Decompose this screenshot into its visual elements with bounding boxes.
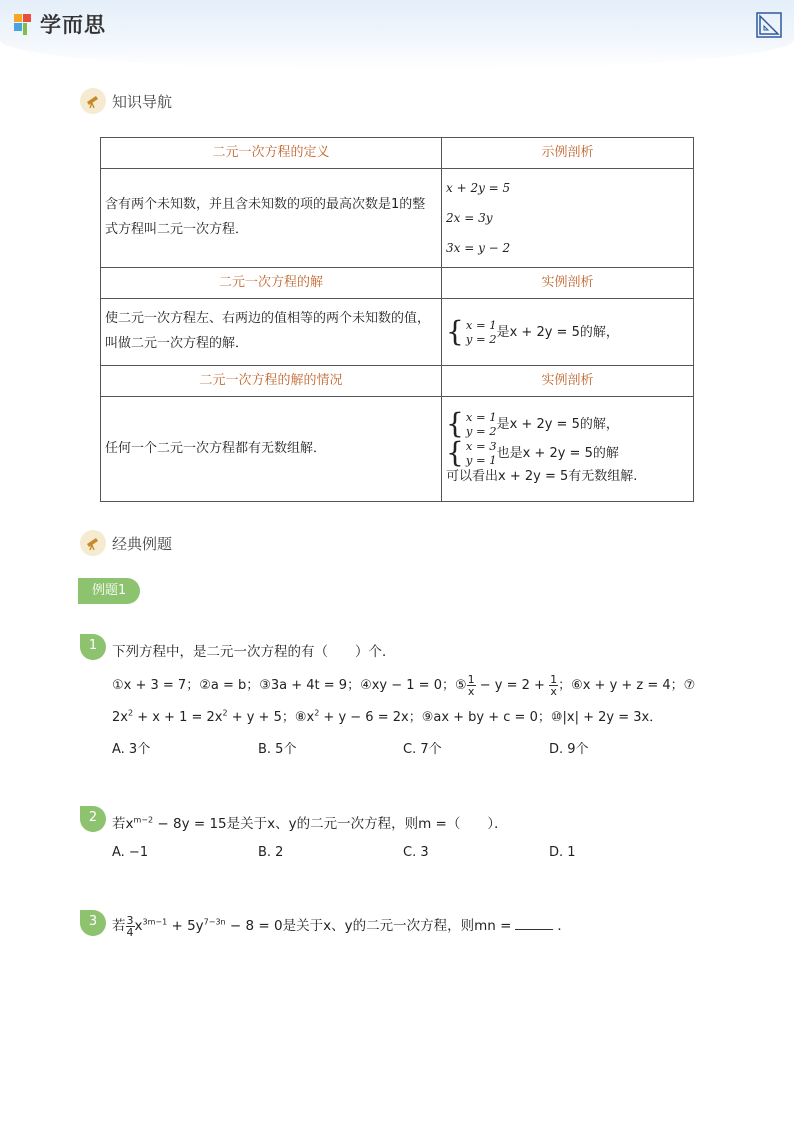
fraction-denominator: x	[467, 685, 475, 698]
section-title: 知识导航	[112, 92, 173, 111]
section-knowledge	[80, 88, 172, 114]
telescope-icon	[80, 88, 106, 114]
equation-system: { x = 3 y = 1	[446, 435, 497, 469]
equation-list: ①x + 3 = 7；②a = b；③3a + 4t = 9；④xy − 1 = 0；⑤	[112, 678, 467, 693]
knowledge-table	[100, 137, 694, 502]
stem-text: − 8y = 15是关于x、y的二元一次方程，则m =（ ）．	[153, 816, 508, 832]
conclusion-text: 可以看出x + 2y = 5有无数组解.	[446, 469, 638, 485]
system-note: 也是x + 2y = 5的解	[496, 445, 619, 461]
option-a[interactable]: A. −1	[112, 845, 149, 860]
table-cell: 含有两个未知数，并且含未知数的项的最高次数是1的整式方程叫二元一次方程．	[101, 169, 442, 268]
question-stem: 下列方程中，是二元一次方程的有（ ）个．	[112, 644, 396, 660]
equation-system: { x = 1 y = 2	[446, 315, 497, 348]
exponent: 2	[127, 708, 134, 718]
section-title: 经典例题	[112, 534, 173, 553]
stem-text: + 5y	[167, 918, 204, 934]
fraction-numerator: 1	[467, 673, 475, 686]
stem-text: x	[134, 918, 143, 934]
question-line	[112, 674, 695, 697]
exponent: 2	[314, 708, 320, 718]
section-examples	[80, 530, 172, 556]
equation-list: − y = 2 +	[475, 678, 550, 693]
table-header: 二元一次方程的解的情况	[101, 366, 442, 397]
exponent: 7−3n	[203, 917, 226, 927]
equation-system: { x = 1 y = 2	[446, 407, 497, 441]
fraction-numerator: 1	[550, 673, 558, 686]
question-stem	[112, 812, 508, 832]
table-header: 实例剖析	[442, 268, 694, 299]
example-equation: 3x = y − 2	[446, 241, 511, 255]
logo-mark-icon	[14, 12, 36, 36]
equation-list: ；⑥x + y + z = 4；⑦	[558, 678, 696, 693]
exponent: m−2	[133, 815, 154, 825]
table-cell: 使二元一次方程左、右两边的值相等的两个未知数的值，叫做二元一次方程的解．	[101, 299, 442, 366]
example-equation: 2x = 3y	[446, 211, 493, 225]
question-stem	[112, 914, 571, 938]
fraction-denominator: 4	[126, 925, 134, 939]
option-d[interactable]: D. 1	[549, 845, 576, 860]
system-note: 是x + 2y = 5的解，	[496, 416, 619, 432]
question-number: 3	[80, 910, 106, 936]
system-line: y = 1	[465, 452, 497, 467]
ruler-triangle-icon	[756, 12, 782, 38]
exponent: 2	[222, 708, 228, 718]
system-line: y = 2	[465, 424, 497, 439]
brand-name: 学而思	[40, 13, 106, 37]
table-cell	[442, 169, 694, 268]
header-band	[0, 0, 794, 70]
table-cell	[442, 397, 694, 502]
stem-text: 若	[112, 918, 126, 934]
telescope-icon	[80, 530, 106, 556]
brand-logo	[14, 9, 106, 39]
answer-blank[interactable]	[515, 929, 553, 930]
option-d[interactable]: D. 9个	[549, 742, 589, 757]
table-cell: 任何一个二元一次方程都有无数组解．	[101, 397, 442, 502]
option-b[interactable]: B. 2	[258, 845, 284, 860]
table-header: 二元一次方程的解	[101, 268, 442, 299]
equation-list: 2x	[112, 710, 128, 725]
table-header: 二元一次方程的定义	[101, 138, 442, 169]
option-c[interactable]: C. 7个	[403, 742, 442, 757]
system-line: x = 1	[465, 409, 497, 424]
example-equation: x + 2y = 5	[446, 181, 511, 195]
fraction-denominator: x	[550, 685, 557, 698]
question-line	[112, 706, 662, 725]
system-note: 是x + 2y = 5的解，	[496, 324, 619, 340]
stem-text: ．	[557, 918, 571, 934]
stem-text: − 8 = 0是关于x、y的二元一次方程，则mn =	[225, 918, 512, 934]
table-cell	[442, 299, 694, 366]
equation-list: + y + 5；⑧x	[227, 710, 315, 725]
equation-list: + y − 6 = 2x；⑨ax + by + c = 0；⑩|x| + 2y = 3x．	[319, 710, 663, 725]
exponent: 3m−1	[142, 917, 168, 927]
equation-list: + x + 1 = 2x	[133, 710, 223, 725]
stem-text: 若x	[112, 816, 134, 832]
question-number: 2	[80, 806, 106, 832]
system-line: y = 2	[465, 332, 497, 346]
option-b[interactable]: B. 5个	[258, 742, 297, 757]
option-a[interactable]: A. 3个	[112, 742, 151, 757]
fraction-numerator: 3	[126, 913, 134, 927]
table-header: 实例剖析	[442, 366, 694, 397]
option-c[interactable]: C. 3	[403, 845, 429, 860]
fraction	[549, 674, 558, 697]
system-line: x = 1	[465, 317, 497, 332]
table-header: 示例剖析	[442, 138, 694, 169]
fraction	[126, 915, 135, 938]
system-line: x = 3	[465, 438, 497, 453]
fraction	[467, 674, 476, 697]
example-tag: 例题1	[78, 578, 140, 604]
question-number: 1	[80, 634, 106, 660]
